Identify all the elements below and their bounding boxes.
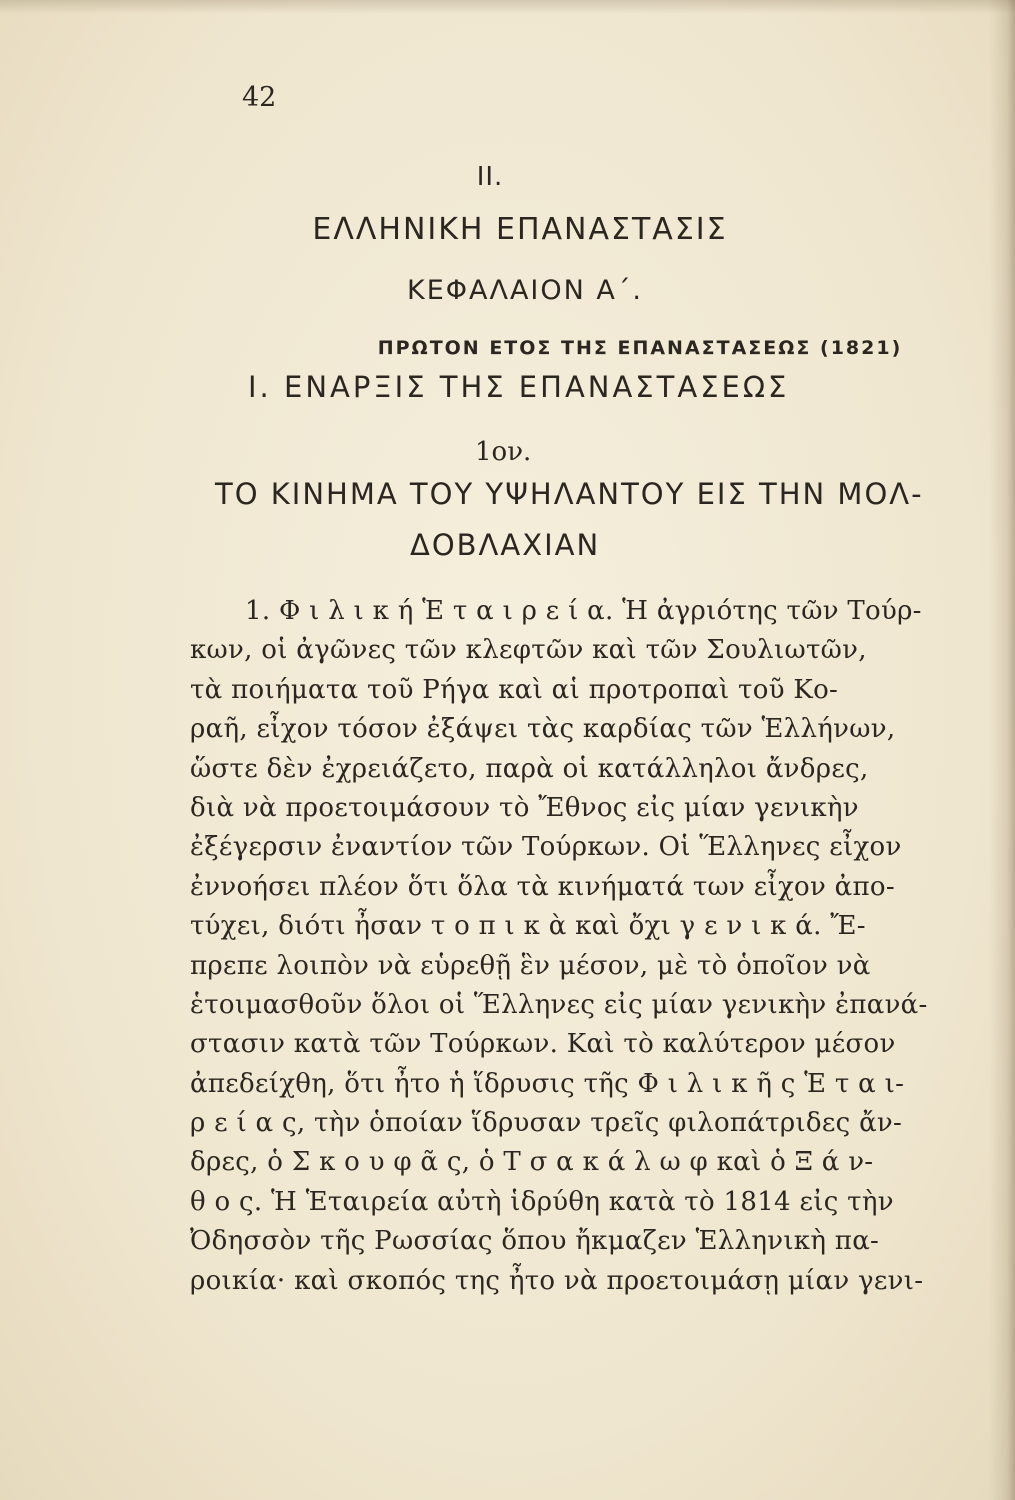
part-title: ΕΛΛΗΝΙΚΗ ΕΠΑΝΑΣΤΑΣΙΣ: [312, 212, 728, 247]
body-line: στασιν κατὰ τῶν Τούρκων. Καὶ τὸ καλύτερον μέσον: [190, 1029, 896, 1060]
page-top-shadow: [0, 0, 1015, 14]
body-line: Ὀδησσὸν τῆς Ρωσσίας ὅπου ἤκμαζεν Ἑλληνικὴ πα-: [190, 1226, 880, 1257]
body-line: τὰ ποιήματα τοῦ Ρήγα καὶ αἱ προτροπαὶ τοῦ Κο-: [190, 674, 839, 705]
body-line: ραῆ, εἶχον τόσον ἐξάψει τὰς καρδίας τῶν Ἑλλήνων,: [190, 714, 896, 745]
subsection-title-line-1: ΤΟ ΚΙΝΗΜΑ ΤΟΥ ΥΨΗΛΑΝΤΟΥ ΕΙΣ ΤΗΝ ΜΟΛ-: [215, 477, 924, 511]
subsection-number: 1ον.: [475, 437, 532, 467]
body-line: τύχει, διότι ἦσαν τ ο π ι κ ὰ καὶ ὄχι γ ε ν ι κ ά. Ἔ-: [190, 911, 866, 942]
body-line: ἑτοιμασθοῦν ὅλοι οἱ Ἕλληνες εἰς μίαν γενικὴν ἐπανά-: [190, 989, 928, 1020]
body-line: ἐξέγερσιν ἐναντίον τῶν Τούρκων. Οἱ Ἕλληνες εἶχον: [190, 832, 902, 863]
subsection-title-line-2: ΔΟΒΛΑΧΙΑΝ: [410, 528, 601, 562]
part-number: II.: [476, 162, 504, 192]
body-line: διὰ νὰ προετοιμάσουν τὸ Ἔθνος εἰς μίαν γενικὴν: [190, 792, 859, 823]
body-line: θ ο ς. Ἡ Ἑταιρεία αὐτὴ ἱδρύθη κατὰ τὸ 1814 εἰς τὴν: [190, 1186, 894, 1217]
body-line: ἐννοήσει πλέον ὅτι ὅλα τὰ κινήματά των εἶχον ἀπο-: [190, 871, 895, 902]
body-line: ροικία· καὶ σκοπός της ἦτο νὰ προετοιμάσῃ μίαν γενι-: [190, 1265, 924, 1296]
section-heading: I. ΕΝΑΡΞΙΣ ΤΗΣ ΕΠΑΝΑΣΤΑΣΕΩΣ: [248, 370, 790, 404]
body-line: 1. Φ ι λ ι κ ή Ἑ τ α ι ρ ε ί α. Ἡ ἀγριότης τῶν Τούρ-: [245, 596, 922, 626]
chapter-heading: ΚΕΦΑΛΑΙΟΝ Α΄.: [407, 275, 643, 306]
body-line: ρ ε ί α ς, τὴν ὁποίαν ἵδρυσαν τρεῖς φιλοπάτριδες ἄν-: [190, 1108, 903, 1139]
year-heading: ΠΡΩΤΟΝ ΕΤΟΣ ΤΗΣ ΕΠΑΝΑΣΤΑΣΕΩΣ (1821): [377, 337, 903, 359]
body-line: ἀπεδείχθη, ὅτι ἦτο ἡ ἵδρυσις τῆς Φ ι λ ι κ ῆ ς Ἑ τ α ι-: [190, 1068, 905, 1099]
body-line: ὥστε δὲν ἐχρειάζετο, παρὰ οἱ κατάλληλοι ἄνδρες,: [190, 753, 869, 784]
body-paragraph: [190, 592, 970, 1301]
body-line: πρεπε λοιπὸν νὰ εὑρεθῇ ἓν μέσον, μὲ τὸ ὁποῖον νὰ: [190, 950, 871, 981]
page-number: 42: [242, 82, 277, 113]
page-right-edge-shadow: [989, 0, 1015, 1500]
body-line: δρες, ὁ Σ κ ο υ φ ᾶ ς, ὁ Τ σ α κ ά λ ω φ καὶ ὁ Ξ ά ν-: [190, 1147, 874, 1178]
body-line: κων, οἱ ἀγῶνες τῶν κλεφτῶν καὶ τῶν Σουλιωτῶν,: [190, 635, 867, 666]
